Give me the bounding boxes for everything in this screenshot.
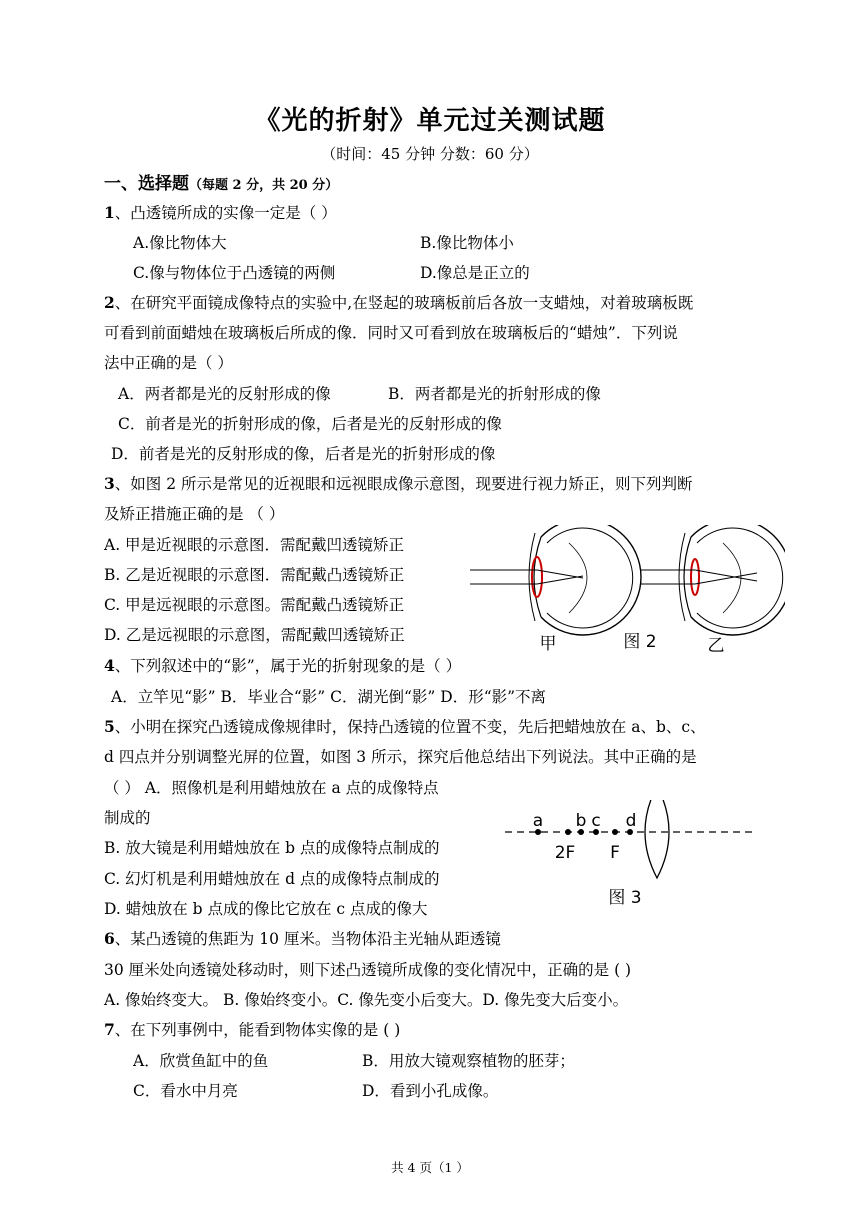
q7-option-b: B．用放大镜观察植物的胚芽； bbox=[362, 1052, 575, 1070]
q5-option-d: D. 蜡烛放在 b 点成的像比它放在 c 点成的像大 bbox=[104, 900, 428, 918]
question-2-line1 bbox=[104, 293, 693, 313]
question-text: 、某凸透镜的焦距为 10 厘米。当物体沿主光轴从距透镜 bbox=[114, 930, 501, 948]
figure-3-lens bbox=[505, 800, 775, 920]
question-number: 2 bbox=[104, 293, 115, 312]
q6-options: A. 像始终变大。 B. 像始终变小。C. 像先变小后变大。D. 像先变大后变小。 bbox=[104, 991, 629, 1009]
fig2-label-right: 乙 bbox=[707, 636, 725, 655]
question-number: 4 bbox=[104, 656, 115, 675]
q5-option-c: C. 幻灯机是利用蜡烛放在 d 点的成像特点制成的 bbox=[104, 870, 440, 888]
question-1-stem bbox=[104, 203, 337, 223]
point-2f-dot bbox=[565, 829, 571, 835]
question-text: 、下列叙述中的“影”，属于光的折射现象的是（ ） bbox=[114, 657, 462, 675]
q7-option-c: C．看水中月亮 bbox=[133, 1082, 238, 1100]
question-number: 3 bbox=[104, 474, 115, 493]
question-6-line2: 30 厘米处向透镜处移动时，则下述凸透镜所成像的变化情况中，正确的是 ( ) bbox=[104, 961, 632, 979]
q1-option-a: A.像比物体大 bbox=[133, 234, 227, 252]
question-3-line2: 及矫正措施正确的是 （ ） bbox=[104, 505, 285, 523]
label-2f: 2F bbox=[554, 843, 576, 863]
q3-option-c: C. 甲是远视眼的示意图。需配戴凸透镜矫正 bbox=[104, 596, 405, 614]
q1-option-d: D.像总是正立的 bbox=[420, 264, 530, 282]
q3-option-b: B. 乙是近视眼的示意图．需配戴凸透镜矫正 bbox=[104, 566, 405, 584]
question-number: 5 bbox=[104, 717, 115, 736]
page-footer: 共 4 页（1 ） bbox=[391, 1160, 469, 1175]
question-5-line4: 制成的 bbox=[104, 809, 151, 827]
figure-2-eyes bbox=[465, 525, 785, 655]
question-3-line1 bbox=[104, 474, 693, 494]
q3-option-a: A. 甲是近视眼的示意图．需配戴凹透镜矫正 bbox=[104, 536, 405, 554]
label-a: a bbox=[532, 811, 544, 831]
q5-option-b: B. 放大镜是利用蜡烛放在 b 点的成像特点制成的 bbox=[104, 839, 440, 857]
q1-option-c: C.像与物体位于凸透镜的两侧 bbox=[133, 264, 336, 282]
label-c: c bbox=[591, 811, 601, 831]
fig3-caption: 图 3 bbox=[608, 888, 642, 908]
q7-option-d: D．看到小孔成像。 bbox=[362, 1082, 499, 1100]
q4-options: A．立竿见“影” B．毕业合“影” C．湖光倒“影” D．形“影”不离 bbox=[111, 688, 547, 706]
question-5-line1 bbox=[104, 717, 706, 737]
page-subtitle: （时间：45 分钟 分数：60 分） bbox=[321, 145, 539, 163]
question-4-stem bbox=[104, 656, 461, 676]
convex-lens bbox=[645, 800, 669, 878]
question-text: 、小明在探究凸透镜成像规律时，保持凸透镜的位置不变，先后把蜡烛放在 a、b、c、 bbox=[114, 718, 706, 736]
label-f: F bbox=[610, 843, 620, 863]
question-text: 、如图 2 所示是常见的近视眼和远视眼成像示意图，现要进行视力矫正，则下列判断 bbox=[114, 475, 693, 493]
question-text: 、凸透镜所成的实像一定是（ ） bbox=[114, 204, 337, 222]
page-title: 《光的折射》单元过关测试题 bbox=[254, 106, 606, 136]
question-2-line2: 可看到前面蜡烛在玻璃板后所成的像．同时又可看到放在玻璃板后的“蜡烛”．下列说 bbox=[104, 324, 678, 342]
section-note: （每题 2 分，共 20 分） bbox=[189, 178, 339, 193]
question-6-line1 bbox=[104, 929, 501, 949]
question-text: 、在研究平面镜成像特点的实验中,在竖起的玻璃板前后各放一支蜡烛，对着玻璃板既 bbox=[114, 294, 694, 312]
q2-option-a: A．两者都是光的反射形成的像 bbox=[118, 385, 331, 403]
question-7-stem bbox=[104, 1020, 400, 1040]
point-f-dot bbox=[612, 829, 618, 835]
question-text: 、在下列事例中，能看到物体实像的是 ( ) bbox=[114, 1021, 401, 1039]
question-5-line2: d 四点并分别调整光屏的位置，如图 3 所示，探究后他总结出下列说法。其中正确的是 bbox=[104, 748, 697, 766]
q2-option-d: D．前者是光的反射形成的像，后者是光的折射形成的像 bbox=[111, 445, 496, 463]
q1-option-b: B.像比物体小 bbox=[420, 234, 514, 252]
eye-diagram-left bbox=[470, 525, 641, 635]
q2-option-b: B．两者都是光的折射形成的像 bbox=[388, 385, 601, 403]
label-b: b bbox=[575, 811, 587, 831]
q2-option-c: C．前者是光的折射形成的像，后者是光的反射形成的像 bbox=[118, 415, 502, 433]
eye-diagram-right bbox=[640, 525, 785, 635]
label-d: d bbox=[625, 811, 637, 831]
section-heading bbox=[104, 174, 338, 196]
q7-option-a: A．欣赏鱼缸中的鱼 bbox=[133, 1052, 269, 1070]
fig2-caption: 图 2 bbox=[623, 632, 657, 652]
question-number: 6 bbox=[104, 929, 115, 948]
question-number: 1 bbox=[104, 203, 115, 222]
question-5-line3: （ ） A．照像机是利用蜡烛放在 a 点的成像特点 bbox=[104, 779, 439, 797]
question-2-line3: 法中正确的是（ ） bbox=[104, 354, 233, 372]
q3-option-d: D. 乙是远视眼的示意图，需配戴凹透镜矫正 bbox=[104, 626, 405, 644]
question-number: 7 bbox=[104, 1020, 115, 1039]
section-title: 一、选择题 bbox=[104, 174, 189, 194]
fig2-label-left: 甲 bbox=[539, 634, 557, 654]
